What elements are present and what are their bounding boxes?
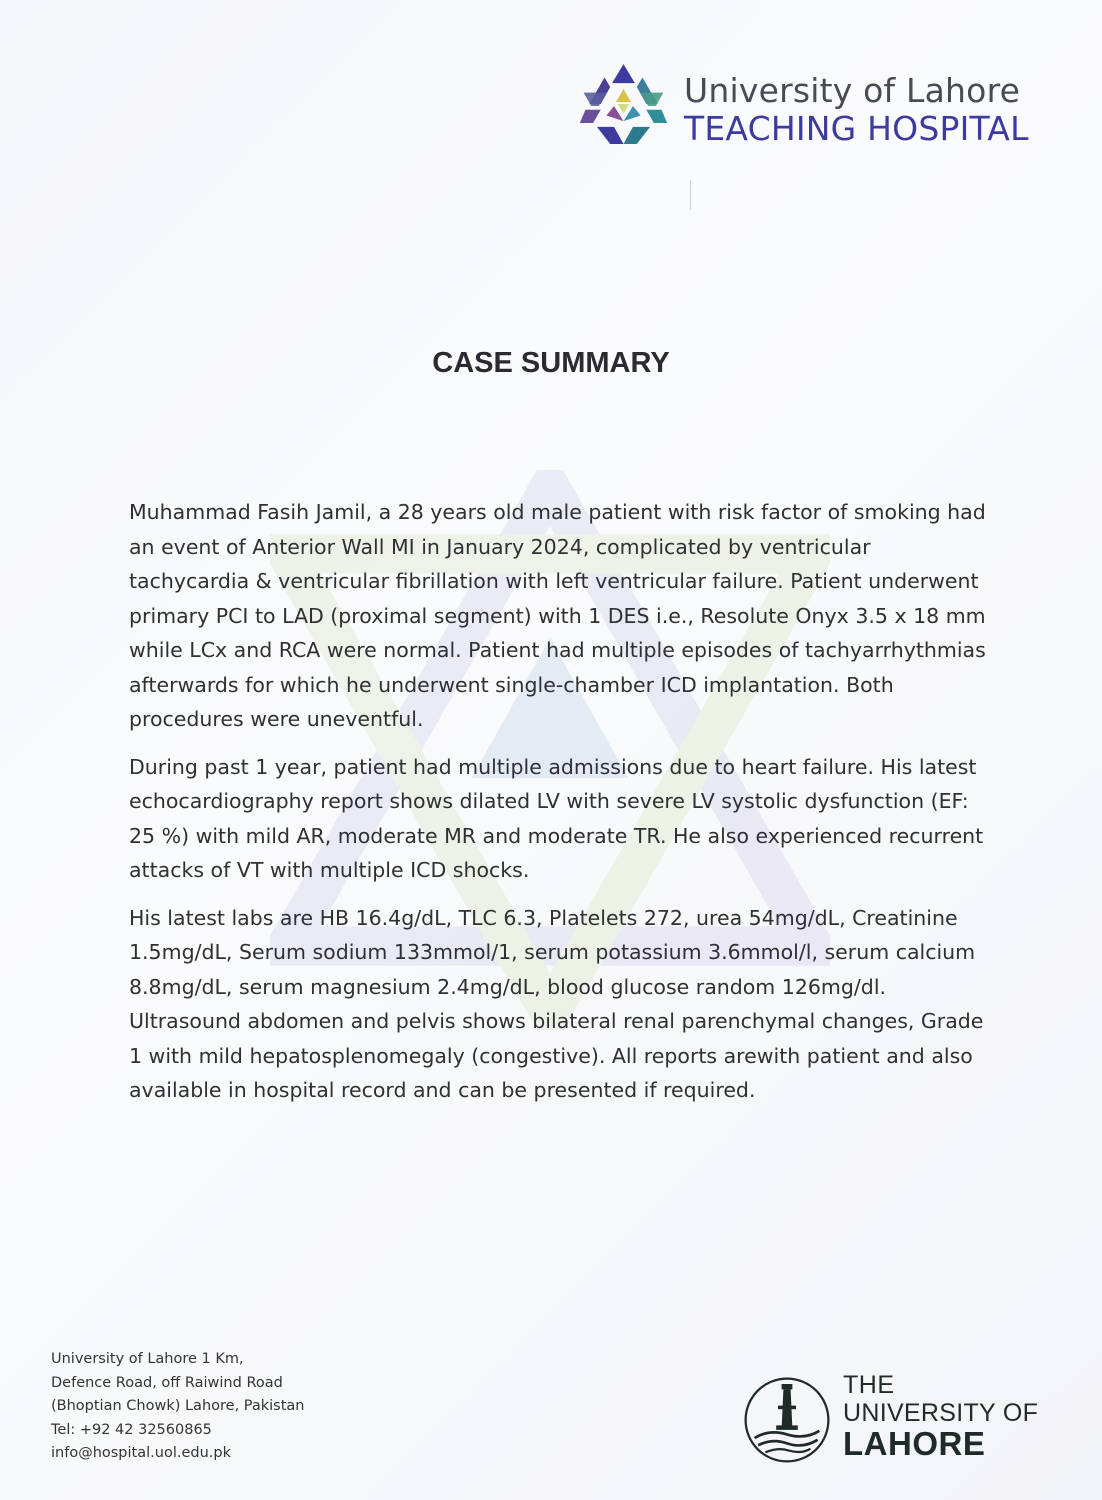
paragraph-history: Muhammad Fasih Jamil, a 28 years old male patient with risk factor of smoking had an event of Anterior Wall MI in January 2024, complicated by ventricular tachycardia & ventricular fibrillation with left ventricular failure. Patient underwent primary PCI to LAD (proximal segment) with 1 DES i.e., Resolute Onyx 3.5 x 18 mm while LCx and RCA were normal. Patient had multiple episodes of tachyarrhythmias afterwards for which he underwent single-chamber ICD implantation. Both procedures were uneventful.: [129, 500, 986, 731]
paragraph-labs: His latest labs are HB 16.4g/dL, TLC 6.3, Platelets 272, urea 54mg/dL, Creatinine 1.5mg/dL, Serum sodium 133mmol/1, serum potassium 3.6mmol/l, serum calcium 8.8mg/dL, serum magnesium 2.4mg/dL, blood glucose random 126mg/dl. Ultrasound abdomen and pelvis shows bilateral renal parenchymal changes, Grade 1 with mild hepatosplenomegaly (congestive). All reports arewith patient and also available in hospital record and can be presented if required.: [129, 905, 984, 1102]
university-line1: THE: [843, 1371, 895, 1399]
hospital-name-line1: University of Lahore: [684, 71, 1021, 110]
footer-address: [51, 1348, 305, 1466]
uol-minar-seal-icon: [742, 1375, 832, 1465]
university-line3: LAHORE: [843, 1425, 986, 1462]
hospital-name: [684, 72, 1029, 148]
paper-crease-mark: [690, 180, 691, 210]
paragraph-admissions: During past 1 year, patient had multiple admissions due to heart failure. His latest echocardiography report shows dilated LV with severe LV systolic dysfunction (EF: 25 %) with mild AR, moderate MR and moderate TR. He also experienced recurrent attacks of VT with multiple ICD shocks.: [129, 754, 984, 882]
case-summary-body: [129, 495, 989, 1121]
address-line: University of Lahore 1 Km,: [51, 1351, 244, 1367]
university-line2: UNIVERSITY OF: [843, 1399, 1039, 1427]
address-line: Defence Road, off Raiwind Road: [51, 1374, 283, 1391]
page-title: CASE SUMMARY: [432, 347, 670, 379]
university-wordmark: [843, 1372, 1038, 1461]
uol-hospital-triangle-logo-icon: [576, 60, 671, 150]
hospital-name-line2: TEACHING HOSPITAL: [684, 109, 1029, 148]
phone-number: Tel: +92 42 32560865: [51, 1421, 212, 1438]
email-address: info@hospital.uol.edu.pk: [51, 1445, 231, 1461]
address-line: (Bhoptian Chowk) Lahore, Pakistan: [51, 1398, 305, 1414]
